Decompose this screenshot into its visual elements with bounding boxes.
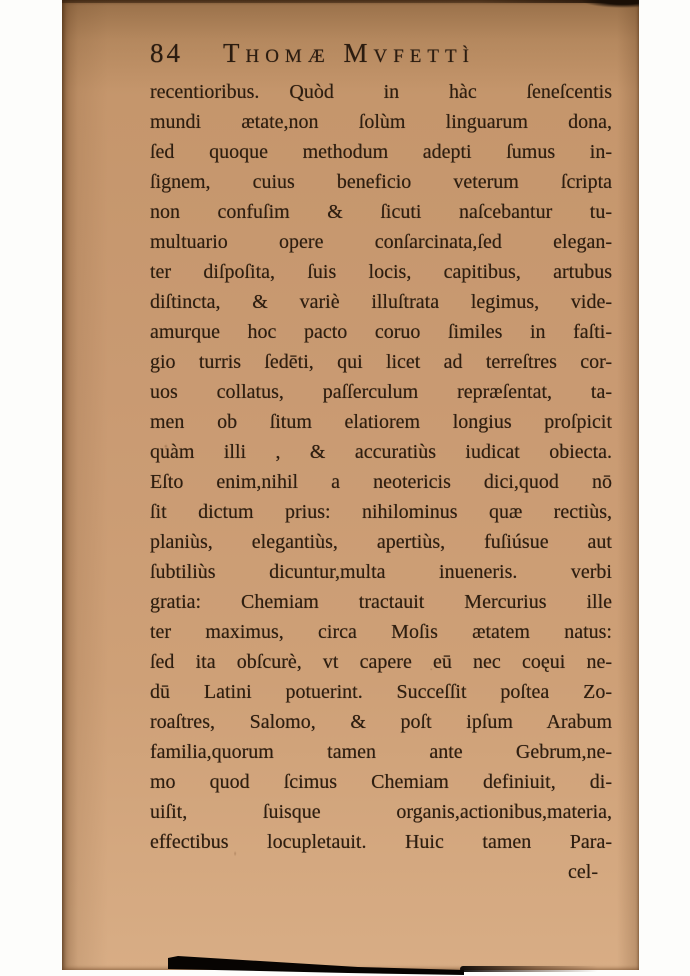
text-line: mo quod ſcimus Chemiam definiuit, di- <box>150 771 612 793</box>
text-block <box>150 77 612 887</box>
text-line: ter diſpoſita, ſuis locis, capitibus, artubus <box>150 261 612 283</box>
text-line: Eſto enim,nihil a neotericis dici,quod nō <box>150 471 612 493</box>
text-line: quàm illi , & accuratiùs iudicat obiecta. <box>150 441 612 463</box>
text-line: amurque hoc pacto coruo ſimiles in faſti- <box>150 321 612 343</box>
text-line: effectibus locupletauit. Huic tamen Para- <box>150 831 612 853</box>
text-line: ſit dictum prius: nihilominus quæ rectiùs, <box>150 501 612 523</box>
text-line: diſtincta, & variè illuſtrata legimus, vide- <box>150 291 612 313</box>
text-line: familia,quorum tamen ante Gebrum,ne- <box>150 741 612 763</box>
text-line: planiùs, elegantiùs, apertiùs, fuſiúsue aut <box>150 531 612 553</box>
text-line: multuario opere conſarcinata,ſed elegan- <box>150 231 612 253</box>
text-line: men ob ſitum elatiorem longius proſpicit <box>150 411 612 433</box>
text-line: gratia: Chemiam tractauit Mercurius ille <box>150 591 612 613</box>
scan-artifact-tail <box>460 966 598 972</box>
text-line: uos collatus, paſſerculum repræſentat, ta- <box>150 381 612 403</box>
text-line: ter maximus, circa Moſis ætatem natus: <box>150 621 612 643</box>
book-page <box>62 0 639 970</box>
text-line: ſed quoque methodum adepti ſumus in- <box>150 141 612 163</box>
page-header <box>150 38 616 69</box>
text-line: uiſit, ſuisque organis,actionibus,materia, <box>150 801 612 823</box>
page-number: 84 <box>150 38 183 68</box>
text-line: mundi ætate,non ſolùm linguarum dona, <box>150 111 612 133</box>
text-line: ſed ita obſcurè, vt capere eū nec coęui ne- <box>150 651 612 673</box>
scan-corner-mark <box>581 0 639 8</box>
text-line: ſubtiliùs dicuntur,multa inueneris. verbi <box>150 561 612 583</box>
text-line: dū Latini potuerint. Succeſſit poſtea Zo- <box>150 681 612 703</box>
text-line: recentioribus. Quòd in hàc ſeneſcentis <box>150 81 612 103</box>
text-line: roaſtres, Salomo, & poſt ipſum Arabum <box>150 711 612 733</box>
text-line: ſignem, cuius beneficio veterum ſcripta <box>150 171 612 193</box>
catchword: cel- <box>568 861 598 883</box>
text-line: gio turris ſedēti, qui licet ad terreſtres cor- <box>150 351 612 373</box>
page-top-edge-shadow <box>62 0 639 3</box>
running-title: Thomæ Mvfettì <box>223 38 475 68</box>
text-line: non confuſim & ſicuti naſcebantur tu- <box>150 201 612 223</box>
